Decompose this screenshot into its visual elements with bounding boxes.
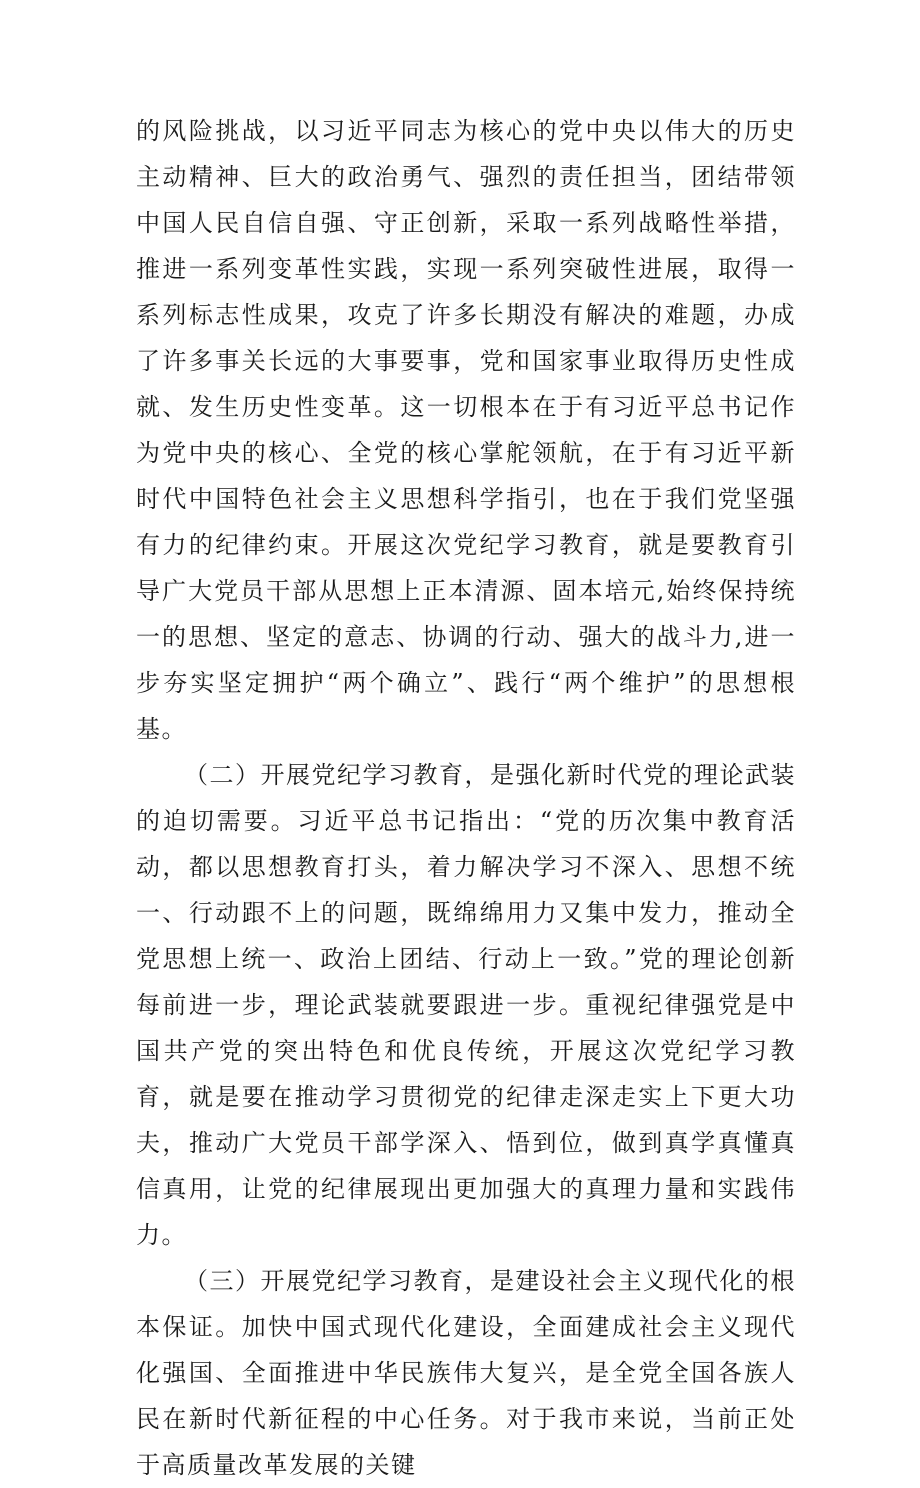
paragraph-section-two: （二）开展党纪学习教育，是强化新时代党的理论武装的迫切需要。习近平总书记指出：“党的历次集中教育活动，都以思想教育打头，着力解决学习不深入、思想不统一、行动跟不上的问题，既绵绵用力又集中发力，推动全党思想上统一、政治上团结、行动上一致。”党的理论创新每前进一步，理论武装就要跟进一步。重视纪律强党是中国共产党的突出特色和优良传统，开展这次党纪学习教育，就是要在推动学习贯彻党的纪律走深走实上下更大功夫，推动广大党员干部学深入、悟到位，做到真学真懂真信真用，让党的纪律展现出更加强大的真理力量和实践伟力。: [136, 761, 796, 1249]
paragraph-section-three: （三）开展党纪学习教育，是建设社会主义现代化的根本保证。加快中国式现代化建设，全面建成社会主义现代化强国、全面推进中华民族伟大复兴，是全党全国各族人民在新时代新征程的中心任务。对于我市来说，当前正处于高质量改革发展的关键: [136, 1267, 796, 1479]
document-body: [136, 108, 796, 1488]
paragraph-continuation: 的风险挑战，以习近平同志为核心的党中央以伟大的历史主动精神、巨大的政治勇气、强烈的责任担当，团结带领中国人民自信自强、守正创新，采取一系列战略性举措，推进一系列变革性实践，实现一系列突破性进展，取得一系列标志性成果，攻克了许多长期没有解决的难题，办成了许多事关长远的大事要事，党和国家事业取得历史性成就、发生历史性变革。这一切根本在于有习近平总书记作为党中央的核心、全党的核心掌舵领航，在于有习近平新时代中国特色社会主义思想科学指引，也在于我们党坚强有力的纪律约束。开展这次党纪学习教育，就是要教育引导广大党员干部从思想上正本清源、固本培元,始终保持统一的思想、坚定的意志、协调的行动、强大的战斗力,进一步夯实坚定拥护“两个确立”、践行“两个维护”的思想根基。: [136, 117, 796, 743]
